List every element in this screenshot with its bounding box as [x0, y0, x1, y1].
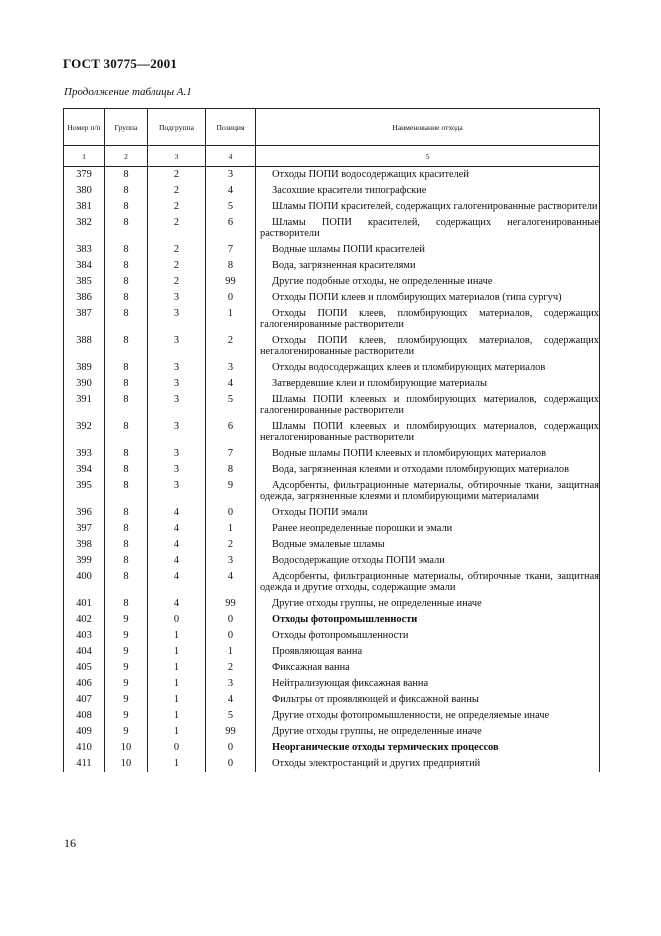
- cell-subgroup: 3: [148, 290, 206, 306]
- column-number: 1: [64, 146, 105, 167]
- cell-waste-name: [256, 306, 600, 333]
- cell-position: 99: [206, 724, 256, 740]
- cell-number: 407: [64, 692, 105, 708]
- cell-group: 8: [105, 596, 148, 612]
- cell-subgroup: 3: [148, 478, 206, 505]
- cell-number: 409: [64, 724, 105, 740]
- cell-subgroup: 1: [148, 628, 206, 644]
- cell-group: 8: [105, 306, 148, 333]
- cell-group: 8: [105, 333, 148, 360]
- table-row: [64, 215, 600, 242]
- cell-subgroup: 1: [148, 660, 206, 676]
- cell-number: 403: [64, 628, 105, 644]
- cell-position: 3: [206, 676, 256, 692]
- column-number: 3: [148, 146, 206, 167]
- cell-subgroup: 4: [148, 537, 206, 553]
- column-header-position: Позиция: [206, 109, 256, 146]
- column-number-row: [64, 146, 600, 167]
- cell-position: 99: [206, 274, 256, 290]
- waste-name-text: Другие отходы фотопромышленности, не определяемые иначе: [272, 710, 550, 721]
- cell-group: 8: [105, 537, 148, 553]
- cell-waste-name: [256, 612, 600, 628]
- cell-subgroup: 2: [148, 183, 206, 199]
- table-row: [64, 462, 600, 478]
- cell-subgroup: 4: [148, 505, 206, 521]
- cell-subgroup: 2: [148, 258, 206, 274]
- table-row: [64, 419, 600, 446]
- cell-position: 1: [206, 306, 256, 333]
- cell-position: 4: [206, 376, 256, 392]
- cell-position: 5: [206, 708, 256, 724]
- table-row: [64, 724, 600, 740]
- cell-number: 399: [64, 553, 105, 569]
- waste-name-text: Отходы фотопромышленности: [272, 614, 418, 625]
- cell-group: 8: [105, 521, 148, 537]
- table-row: [64, 553, 600, 569]
- cell-number: 383: [64, 242, 105, 258]
- cell-group: 8: [105, 569, 148, 596]
- cell-position: 1: [206, 644, 256, 660]
- cell-subgroup: 3: [148, 392, 206, 419]
- cell-position: 9: [206, 478, 256, 505]
- waste-name-text: Другие отходы группы, не определенные иначе: [272, 726, 482, 737]
- table-caption: Продолжение таблицы А.1: [64, 86, 192, 98]
- cell-subgroup: 3: [148, 376, 206, 392]
- cell-group: 9: [105, 676, 148, 692]
- table-row: [64, 376, 600, 392]
- waste-name-text: Отходы фотопромышленности: [272, 630, 409, 641]
- waste-name-text: Фиксажная ванна: [272, 662, 350, 673]
- cell-number: 411: [64, 756, 105, 772]
- cell-position: 7: [206, 242, 256, 258]
- cell-subgroup: 3: [148, 419, 206, 446]
- cell-subgroup: 3: [148, 306, 206, 333]
- waste-name-text: Шламы ПОПИ красителей, содержащих галогенированные растворители: [272, 201, 598, 212]
- cell-position: 3: [206, 360, 256, 376]
- table-row: [64, 756, 600, 772]
- cell-group: 8: [105, 167, 148, 184]
- cell-group: 8: [105, 215, 148, 242]
- cell-subgroup: 1: [148, 724, 206, 740]
- cell-group: 10: [105, 740, 148, 756]
- cell-group: 8: [105, 199, 148, 215]
- cell-group: 9: [105, 724, 148, 740]
- cell-number: 382: [64, 215, 105, 242]
- cell-waste-name: [256, 183, 600, 199]
- cell-position: 1: [206, 521, 256, 537]
- cell-waste-name: [256, 462, 600, 478]
- table-row: [64, 628, 600, 644]
- cell-group: 8: [105, 392, 148, 419]
- cell-waste-name: [256, 446, 600, 462]
- table-row: [64, 676, 600, 692]
- cell-subgroup: 4: [148, 569, 206, 596]
- column-header-subgroup: Подгруппа: [148, 109, 206, 146]
- cell-position: 0: [206, 505, 256, 521]
- cell-number: 408: [64, 708, 105, 724]
- cell-waste-name: [256, 258, 600, 274]
- cell-number: 400: [64, 569, 105, 596]
- cell-subgroup: 1: [148, 644, 206, 660]
- document-header: ГОСТ 30775—2001: [63, 56, 178, 71]
- cell-position: 6: [206, 215, 256, 242]
- table-row: [64, 290, 600, 306]
- cell-group: 9: [105, 660, 148, 676]
- waste-name-text: Неорганические отходы термических процессов: [272, 742, 499, 753]
- cell-number: 398: [64, 537, 105, 553]
- cell-subgroup: 2: [148, 167, 206, 184]
- cell-waste-name: [256, 521, 600, 537]
- table-row: [64, 242, 600, 258]
- cell-waste-name: [256, 242, 600, 258]
- cell-subgroup: 1: [148, 676, 206, 692]
- table-row: [64, 612, 600, 628]
- cell-position: 0: [206, 612, 256, 628]
- table-row: [64, 478, 600, 505]
- waste-name-text: Шламы ПОПИ красителей, содержащих негалогенированные растворители: [260, 217, 599, 239]
- cell-group: 8: [105, 376, 148, 392]
- column-header-waste-name: Наименование отхода: [256, 109, 600, 146]
- cell-waste-name: [256, 392, 600, 419]
- waste-name-text: Ранее неопределенные порошки и эмали: [272, 523, 453, 534]
- cell-waste-name: [256, 274, 600, 290]
- cell-number: 393: [64, 446, 105, 462]
- cell-position: 4: [206, 183, 256, 199]
- cell-waste-name: [256, 537, 600, 553]
- table-row: [64, 333, 600, 360]
- cell-subgroup: 2: [148, 215, 206, 242]
- cell-position: 5: [206, 199, 256, 215]
- cell-group: 9: [105, 628, 148, 644]
- cell-waste-name: [256, 692, 600, 708]
- table-row: [64, 569, 600, 596]
- waste-name-text: Водные эмалевые шламы: [272, 539, 385, 550]
- table-row: [64, 274, 600, 290]
- cell-number: 384: [64, 258, 105, 274]
- cell-position: 5: [206, 392, 256, 419]
- cell-number: 392: [64, 419, 105, 446]
- cell-waste-name: [256, 740, 600, 756]
- table-row: [64, 740, 600, 756]
- cell-position: 7: [206, 446, 256, 462]
- cell-waste-name: [256, 376, 600, 392]
- cell-group: 9: [105, 692, 148, 708]
- cell-group: 8: [105, 360, 148, 376]
- column-number: 4: [206, 146, 256, 167]
- cell-subgroup: 2: [148, 199, 206, 215]
- waste-table: [63, 108, 600, 772]
- cell-subgroup: 1: [148, 756, 206, 772]
- cell-number: 402: [64, 612, 105, 628]
- cell-number: 396: [64, 505, 105, 521]
- cell-waste-name: [256, 167, 600, 184]
- waste-name-text: Отходы ПОПИ водосодержащих красителей: [272, 169, 469, 180]
- cell-group: 9: [105, 612, 148, 628]
- cell-subgroup: 3: [148, 360, 206, 376]
- cell-position: 0: [206, 756, 256, 772]
- table-body: [64, 167, 600, 773]
- cell-waste-name: [256, 553, 600, 569]
- table-row: [64, 537, 600, 553]
- cell-group: 8: [105, 462, 148, 478]
- waste-name-text: Засохшие красители типографские: [272, 185, 427, 196]
- cell-waste-name: [256, 478, 600, 505]
- waste-name-text: Отходы ПОПИ клеев, пломбирующих материалов, содержащих галогенированные растворители: [260, 308, 599, 330]
- cell-group: 8: [105, 446, 148, 462]
- table-row: [64, 306, 600, 333]
- cell-group: 8: [105, 274, 148, 290]
- table-row: [64, 183, 600, 199]
- cell-position: 8: [206, 258, 256, 274]
- cell-number: 394: [64, 462, 105, 478]
- cell-waste-name: [256, 660, 600, 676]
- waste-name-text: Водные шламы ПОПИ клеевых и пломбирующих материалов: [272, 448, 547, 459]
- table-row: [64, 199, 600, 215]
- waste-name-text: Фильтры от проявляющей и фиксажной ванны: [272, 694, 479, 705]
- table-row: [64, 167, 600, 184]
- cell-waste-name: [256, 505, 600, 521]
- cell-position: 99: [206, 596, 256, 612]
- cell-number: 391: [64, 392, 105, 419]
- cell-waste-name: [256, 756, 600, 772]
- waste-name-text: Вода, загрязненная клеями и отходами пломбирующих материалов: [272, 464, 569, 475]
- table-row: [64, 521, 600, 537]
- cell-waste-name: [256, 360, 600, 376]
- cell-subgroup: 0: [148, 740, 206, 756]
- waste-name-text: Нейтрализующая фиксажная ванна: [272, 678, 429, 689]
- waste-name-text: Отходы водосодержащих клеев и пломбирующих материалов: [272, 362, 546, 373]
- cell-position: 2: [206, 333, 256, 360]
- table-row: [64, 708, 600, 724]
- cell-subgroup: 2: [148, 242, 206, 258]
- waste-name-text: Затвердевшие клеи и пломбирующие материалы: [272, 378, 487, 389]
- cell-position: 8: [206, 462, 256, 478]
- cell-subgroup: 4: [148, 596, 206, 612]
- cell-position: 2: [206, 537, 256, 553]
- cell-number: 380: [64, 183, 105, 199]
- cell-number: 401: [64, 596, 105, 612]
- cell-group: 8: [105, 419, 148, 446]
- cell-position: 4: [206, 692, 256, 708]
- cell-group: 8: [105, 478, 148, 505]
- cell-number: 387: [64, 306, 105, 333]
- waste-name-text: Шламы ПОПИ клеевых и пломбирующих материалов, содержащих галогенированные растворители: [260, 394, 599, 416]
- cell-waste-name: [256, 569, 600, 596]
- cell-waste-name: [256, 419, 600, 446]
- cell-group: 8: [105, 505, 148, 521]
- cell-number: 386: [64, 290, 105, 306]
- cell-position: 6: [206, 419, 256, 446]
- cell-number: 390: [64, 376, 105, 392]
- cell-waste-name: [256, 628, 600, 644]
- cell-group: 8: [105, 183, 148, 199]
- cell-number: 379: [64, 167, 105, 184]
- table-row: [64, 360, 600, 376]
- cell-waste-name: [256, 676, 600, 692]
- table-row: [64, 596, 600, 612]
- cell-group: 9: [105, 644, 148, 660]
- cell-position: 0: [206, 290, 256, 306]
- cell-number: 406: [64, 676, 105, 692]
- cell-subgroup: 4: [148, 521, 206, 537]
- cell-subgroup: 3: [148, 333, 206, 360]
- table-header-row: [64, 109, 600, 146]
- cell-waste-name: [256, 199, 600, 215]
- cell-position: 0: [206, 740, 256, 756]
- cell-subgroup: 1: [148, 708, 206, 724]
- cell-waste-name: [256, 708, 600, 724]
- cell-group: 10: [105, 756, 148, 772]
- cell-waste-name: [256, 333, 600, 360]
- cell-position: 2: [206, 660, 256, 676]
- cell-subgroup: 0: [148, 612, 206, 628]
- page-number: 16: [64, 836, 76, 850]
- waste-name-text: Шламы ПОПИ клеевых и пломбирующих материалов, содержащих негалогенированные растворители: [260, 421, 599, 443]
- table-row: [64, 505, 600, 521]
- cell-number: 395: [64, 478, 105, 505]
- column-number: 2: [105, 146, 148, 167]
- table-row: [64, 644, 600, 660]
- cell-subgroup: 4: [148, 553, 206, 569]
- column-header-number: Номер п/п: [64, 109, 105, 146]
- table-row: [64, 258, 600, 274]
- table-row: [64, 692, 600, 708]
- waste-name-text: Проявляющая ванна: [272, 646, 363, 657]
- waste-name-text: Водосодержащие отходы ПОПИ эмали: [272, 555, 445, 566]
- waste-name-text: Водные шламы ПОПИ красителей: [272, 244, 425, 255]
- waste-name-text: Вода, загрязненная красителями: [272, 260, 416, 271]
- cell-waste-name: [256, 290, 600, 306]
- cell-number: 389: [64, 360, 105, 376]
- cell-waste-name: [256, 724, 600, 740]
- column-number: 5: [256, 146, 600, 167]
- cell-number: 397: [64, 521, 105, 537]
- table-row: [64, 392, 600, 419]
- cell-waste-name: [256, 596, 600, 612]
- cell-group: 8: [105, 242, 148, 258]
- cell-waste-name: [256, 644, 600, 660]
- cell-position: 0: [206, 628, 256, 644]
- cell-subgroup: 1: [148, 692, 206, 708]
- waste-name-text: Другие подобные отходы, не определенные иначе: [272, 276, 493, 287]
- waste-name-text: Отходы электростанций и других предприятий: [272, 758, 481, 769]
- cell-group: 8: [105, 553, 148, 569]
- waste-name-text: Другие отходы группы, не определенные иначе: [272, 598, 482, 609]
- cell-number: 410: [64, 740, 105, 756]
- cell-position: 4: [206, 569, 256, 596]
- cell-subgroup: 2: [148, 274, 206, 290]
- waste-name-text: Отходы ПОПИ клеев, пломбирующих материалов, содержащих негалогенированные растворители: [260, 335, 599, 357]
- cell-subgroup: 3: [148, 462, 206, 478]
- column-header-group: Группа: [105, 109, 148, 146]
- cell-position: 3: [206, 553, 256, 569]
- cell-waste-name: [256, 215, 600, 242]
- cell-number: 388: [64, 333, 105, 360]
- cell-number: 405: [64, 660, 105, 676]
- cell-number: 404: [64, 644, 105, 660]
- cell-subgroup: 3: [148, 446, 206, 462]
- table-row: [64, 660, 600, 676]
- waste-name-text: Адсорбенты, фильтрационные материалы, обтирочные ткани, защитная одежда, загрязненные клеями и пломбирующими материалами: [260, 480, 599, 502]
- cell-position: 3: [206, 167, 256, 184]
- table-row: [64, 446, 600, 462]
- cell-number: 385: [64, 274, 105, 290]
- waste-name-text: Отходы ПОПИ клеев и пломбирующих материалов (типа сургуч): [272, 292, 562, 303]
- cell-number: 381: [64, 199, 105, 215]
- cell-group: 8: [105, 290, 148, 306]
- cell-group: 8: [105, 258, 148, 274]
- waste-name-text: Адсорбенты, фильтрационные материалы, обтирочные ткани, защитная одежда и другие отходы, содержащие эмали: [260, 571, 599, 593]
- waste-name-text: Отходы ПОПИ эмали: [272, 507, 368, 518]
- cell-group: 9: [105, 708, 148, 724]
